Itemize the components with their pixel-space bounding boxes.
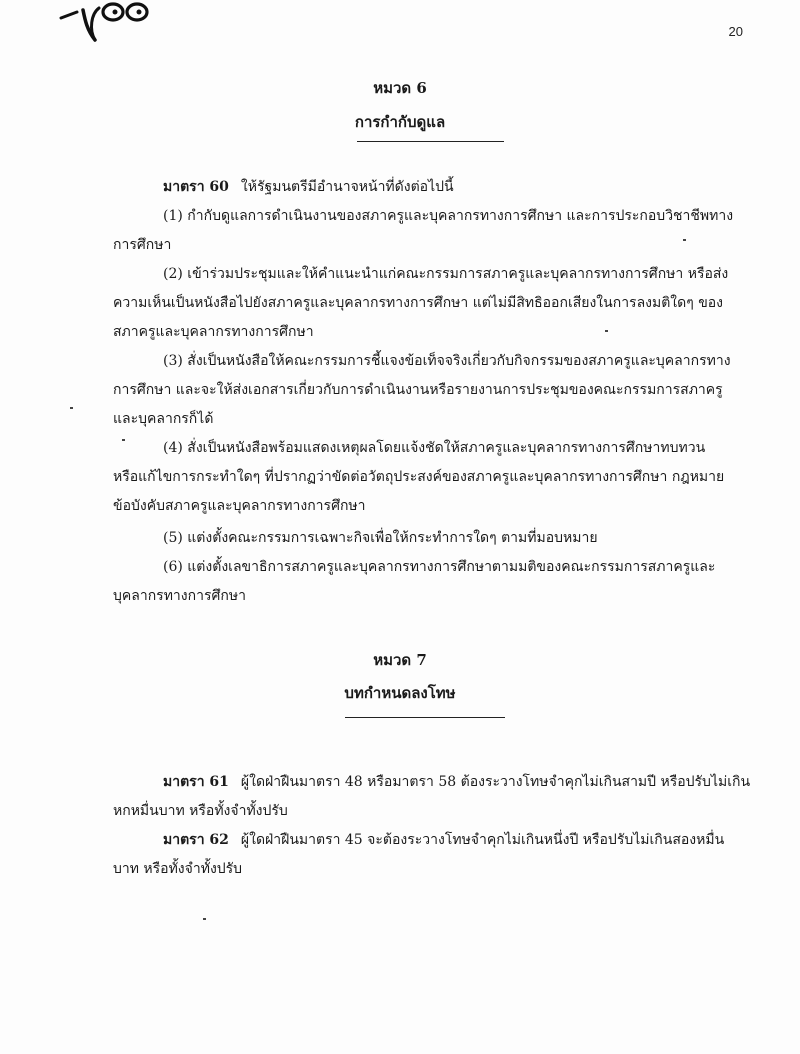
section-60-item-1-line-1: (1) กำกับดูแลการดำเนินงานของสภาครูและบุคลากรทางการศึกษา และการประกอบวิชาชีพทาง — [163, 208, 734, 224]
section-60-item-2-line-3: สภาครูและบุคลากรทางการศึกษา — [113, 324, 314, 340]
section-60-item-4-line-2: หรือแก้ไขการกระทำใดๆ ที่ปรากฏว่าขัดต่อวัตถุประสงค์ของสภาครูและบุคลากรทางการศึกษา กฎหมาย — [113, 469, 725, 485]
scan-speck — [70, 407, 73, 409]
section-60-label: มาตรา 60 — [163, 179, 229, 195]
chapter-6-underline — [357, 141, 504, 142]
scan-speck — [203, 918, 206, 920]
section-60-item-4-line-1: (4) สั่งเป็นหนังสือพร้อมแสดงเหตุผลโดยแจ้งชัดให้สภาครูและบุคลากรทางการศึกษาทบทวน — [163, 440, 706, 456]
section-60-item-2-line-2: ความเห็นเป็นหนังสือไปยังสภาครูและบุคลากรทางการศึกษา แต่ไม่มีสิทธิออกเสียงในการลงมติใดๆ ของ — [113, 295, 724, 311]
chapter-7-underline — [345, 717, 505, 718]
section-60-item-3-line-3: และบุคลากรก็ได้ — [113, 411, 214, 427]
chapter-7-title: หมวด 7 — [373, 651, 427, 669]
section-61-text-1: ผู้ใดฝ่าฝืนมาตรา 48 หรือมาตรา 58 ต้องระวางโทษจำคุกไม่เกินสามปี หรือปรับไม่เกิน — [240, 774, 751, 790]
scan-speck — [122, 439, 125, 441]
section-60-item-6-line-2: บุคลากรทางการศึกษา — [113, 588, 246, 604]
section-62-line-1 — [163, 829, 724, 851]
chapter-6-subtitle: การกำกับดูแล — [354, 113, 446, 131]
section-60-intro: ให้รัฐมนตรีมีอำนาจหน้าที่ดังต่อไปนี้ — [240, 179, 454, 195]
handwritten-note — [55, 0, 155, 46]
section-61-line-2: หกหมื่นบาท หรือทั้งจำทั้งปรับ — [113, 803, 288, 819]
section-60-item-2-line-1: (2) เข้าร่วมประชุมและให้คำแนะนำแก่คณะกรรมการสภาครูและบุคลากรทางการศึกษา หรือส่ง — [163, 266, 729, 282]
section-61-line-1 — [163, 771, 750, 793]
section-60-item-1-line-2: การศึกษา — [113, 237, 172, 253]
section-60-item-5-line-1: (5) แต่งตั้งคณะกรรมการเฉพาะกิจเพื่อให้กระทำการใดๆ ตามที่มอบหมาย — [163, 530, 598, 546]
chapter-7-subtitle: บทกำหนดลงโทษ — [344, 684, 456, 702]
scan-speck — [683, 239, 686, 241]
section-60-item-6-line-1: (6) แต่งตั้งเลขาธิการสภาครูและบุคลากรทางการศึกษาตามมติของคณะกรรมการสภาครูและ — [163, 559, 716, 575]
section-62-line-2: บาท หรือทั้งจำทั้งปรับ — [113, 861, 243, 877]
section-62-text-1: ผู้ใดฝ่าฝืนมาตรา 45 จะต้องระวางโทษจำคุกไม่เกินหนึ่งปี หรือปรับไม่เกินสองหมื่น — [240, 832, 725, 848]
section-60-intro-line — [163, 176, 454, 198]
page-number: 20 — [728, 24, 743, 39]
section-60-item-3-line-2: การศึกษา และจะให้ส่งเอกสารเกี่ยวกับการดำเนินงานหรือรายงานการประชุมของคณะกรรมการสภาครู — [113, 382, 723, 398]
scan-speck — [605, 330, 608, 332]
section-60-item-3-line-1: (3) สั่งเป็นหนังสือให้คณะกรรมการชี้แจงข้อเท็จจริงเกี่ยวกับกิจกรรมของสภาครูและบุคลากรทาง — [163, 353, 731, 369]
section-60-item-4-line-3: ข้อบังคับสภาครูและบุคลากรทางการศึกษา — [113, 498, 366, 514]
chapter-6-title: หมวด 6 — [373, 79, 427, 97]
section-62-label: มาตรา 62 — [163, 832, 229, 848]
section-61-label: มาตรา 61 — [163, 774, 229, 790]
